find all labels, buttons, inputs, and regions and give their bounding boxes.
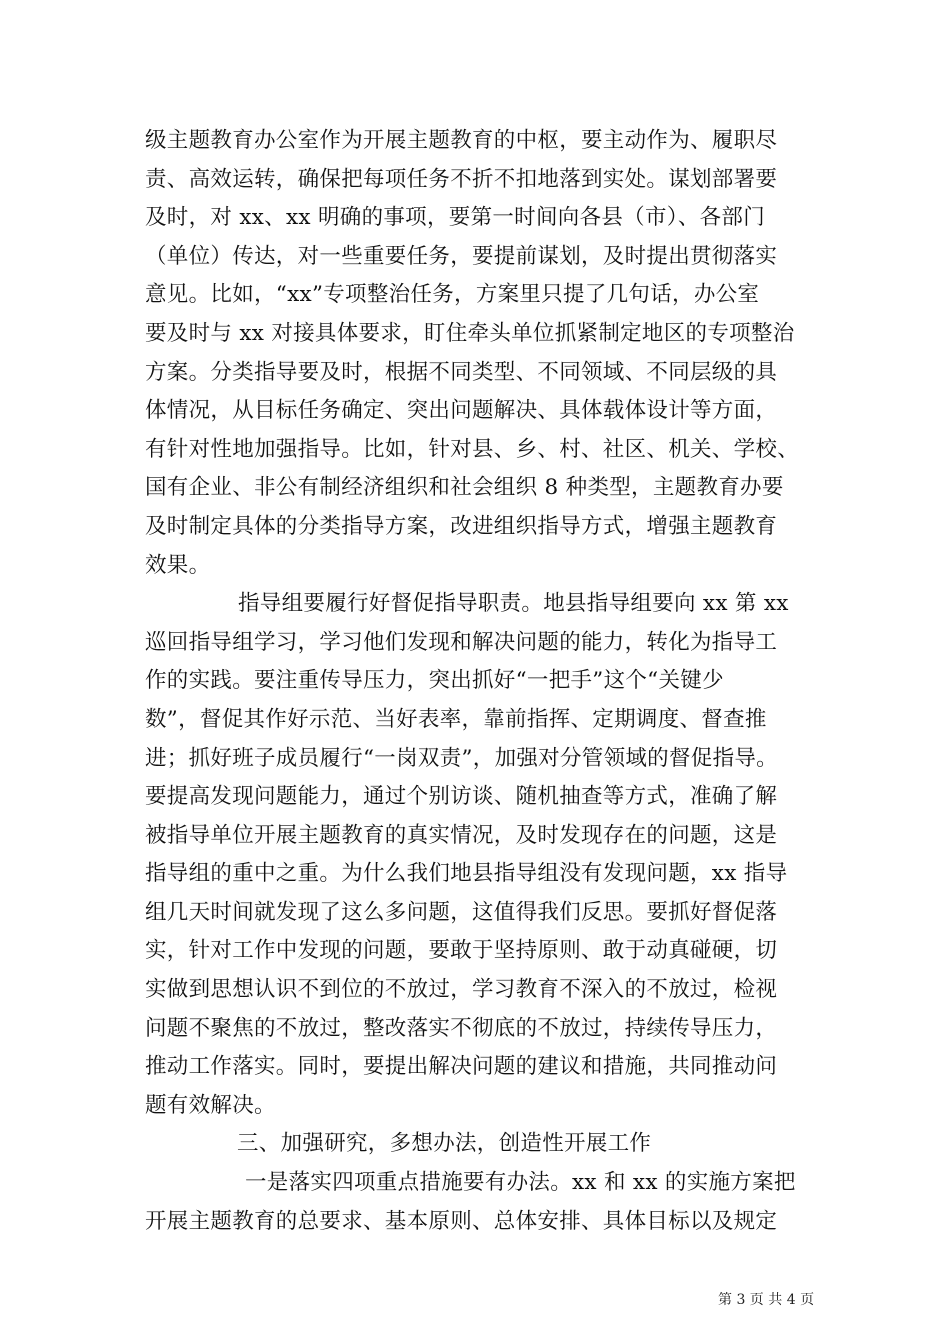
text-line: 实，针对工作中发现的问题，要敢于坚持原则、敢于动真碰硬，切 (145, 938, 778, 964)
text-line: 作的实践。要注重传导压力，突出抓好“一把手”这个“关键少 (145, 668, 724, 694)
paragraph-start-line: 指导组要履行好督促指导职责。地县指导组要向 xx 第 xx (238, 591, 789, 617)
text-line: 责、高效运转，确保把每项任务不折不扣地落到实处。谋划部署要 (145, 166, 778, 192)
text-line: （单位）传达，对一些重要任务，要提前谋划，及时提出贯彻落实 (145, 243, 778, 269)
text-line: 被指导单位开展主题教育的真实情况，及时发现存在的问题，这是 (145, 822, 778, 848)
page-number: 第 3 页 共 4 页 (718, 1292, 815, 1308)
text-line: 题有效解决。 (145, 1092, 276, 1118)
text-line: 进；抓好班子成员履行“一岗双责”，加强对分管领域的督促指导。 (145, 745, 778, 771)
text-line: 有针对性地加强指导。比如，针对县、乡、村、社区、机关、学校、 (145, 436, 800, 462)
text-line: 数”，督促其作好示范、当好表率，靠前指挥、定期调度、督查推 (145, 706, 767, 732)
text-line: 国有企业、非公有制经济组织和社会组织 8 种类型，主题教育办要 (145, 475, 784, 501)
paragraph-start-line: 一是落实四项重点措施要有办法。xx 和 xx 的实施方案把 (245, 1170, 796, 1196)
document-body (145, 122, 813, 1241)
text-line: 意见。比如，“xx”专项整治任务，方案里只提了几句话，办公室 (145, 282, 760, 308)
text-line: 组几天时间就发现了这么多问题，这值得我们反思。要抓好督促落 (145, 899, 778, 925)
text-line: 巡回指导组学习，学习他们发现和解决问题的能力，转化为指导工 (145, 629, 778, 655)
text-line: 级主题教育办公室作为开展主题教育的中枢，要主动作为、履职尽 (145, 128, 778, 153)
text-line: 要及时与 xx 对接具体要求，盯住牵头单位抓紧制定地区的专项整治 (145, 320, 795, 346)
text-line: 及时制定具体的分类指导方案，改进组织指导方式，增强主题教育 (145, 513, 778, 539)
text-line: 指导组的重中之重。为什么我们地县指导组没有发现问题，xx 指导 (145, 861, 788, 887)
text-line: 实做到思想认识不到位的不放过，学习教育不深入的不放过，检视 (145, 977, 778, 1003)
text-line: 方案。分类指导要及时，根据不同类型、不同领域、不同层级的具 (145, 359, 778, 385)
text-line: 开展主题教育的总要求、基本原则、总体安排、具体目标以及规定 (145, 1208, 778, 1234)
text-line: 体情况，从目标任务确定、突出问题解决、具体载体设计等方面， (145, 398, 778, 424)
text-line: 问题不聚焦的不放过，整改落实不彻底的不放过，持续传导压力， (145, 1015, 778, 1041)
text-line: 效果。 (145, 552, 211, 578)
section-heading: 三、加强研究，多想办法，创造性开展工作 (237, 1131, 652, 1157)
text-line: 推动工作落实。同时，要提出解决问题的建议和措施，共同推动问 (145, 1054, 778, 1080)
text-line: 及时，对 xx、xx 明确的事项，要第一时间向各县（市）、各部门 (145, 205, 766, 231)
text-line: 要提高发现问题能力，通过个别访谈、随机抽查等方式，准确了解 (145, 784, 778, 810)
